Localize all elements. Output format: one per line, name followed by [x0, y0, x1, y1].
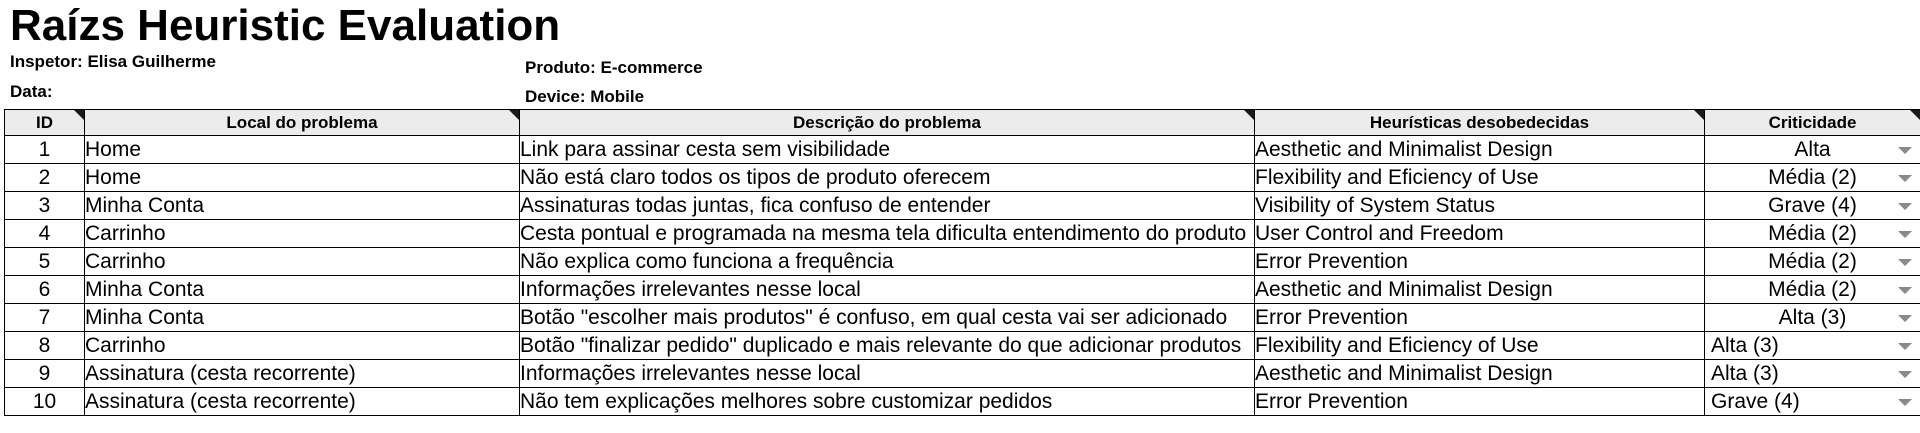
- dropdown-arrow-icon[interactable]: [1898, 203, 1912, 210]
- id-cell[interactable]: 10: [5, 388, 85, 416]
- inspector-cell[interactable]: Inspetor: Elisa Guilherme: [10, 52, 216, 71]
- dropdown-arrow-icon[interactable]: [1898, 343, 1912, 350]
- header-id-label: ID: [36, 112, 53, 132]
- table-row: [5, 388, 1920, 416]
- crit-value: Alta (3): [1778, 306, 1847, 329]
- table-row: [5, 276, 1920, 304]
- heur-cell[interactable]: Aesthetic and Minimalist Design: [1255, 136, 1705, 164]
- crit-dropdown[interactable]: [1705, 332, 1920, 360]
- crit-dropdown[interactable]: [1705, 304, 1920, 332]
- header-local[interactable]: [85, 110, 520, 136]
- filter-corner-icon[interactable]: [1244, 110, 1254, 120]
- crit-dropdown[interactable]: [1705, 248, 1920, 276]
- crit-value: Média (2): [1768, 250, 1857, 273]
- header-desc-label: Descrição do problema: [792, 112, 981, 132]
- header-row: [5, 110, 1920, 136]
- local-cell[interactable]: Carrinho: [85, 220, 520, 248]
- id-cell[interactable]: 9: [5, 360, 85, 388]
- crit-dropdown[interactable]: [1705, 276, 1920, 304]
- desc-cell[interactable]: Botão "escolher mais produtos" é confuso, em qual cesta vai ser adicionado: [520, 304, 1255, 332]
- header-heur[interactable]: [1255, 110, 1705, 136]
- heur-cell[interactable]: Aesthetic and Minimalist Design: [1255, 276, 1705, 304]
- desc-cell[interactable]: Informações irrelevantes nesse local: [520, 276, 1255, 304]
- local-cell[interactable]: Minha Conta: [85, 276, 520, 304]
- header-crit-label: Criticidade: [1768, 112, 1857, 132]
- crit-value: Média (2): [1768, 278, 1857, 301]
- local-cell[interactable]: Carrinho: [85, 332, 520, 360]
- evaluation-table: [4, 109, 1920, 416]
- header-crit[interactable]: [1705, 110, 1920, 136]
- device-cell[interactable]: Device: Mobile: [525, 87, 645, 106]
- id-cell[interactable]: 3: [5, 192, 85, 220]
- crit-value: Alta (3): [1711, 362, 1779, 385]
- crit-value: Alta: [1794, 138, 1831, 161]
- local-cell[interactable]: Minha Conta: [85, 304, 520, 332]
- header-id[interactable]: [5, 110, 85, 136]
- desc-cell[interactable]: Botão "finalizar pedido" duplicado e mais relevante do que adicionar produtos: [520, 332, 1255, 360]
- crit-dropdown[interactable]: [1705, 192, 1920, 220]
- id-cell[interactable]: 1: [5, 136, 85, 164]
- sheet-title[interactable]: Raízs Heuristic Evaluation: [10, 1, 561, 50]
- desc-cell[interactable]: Assinaturas todas juntas, fica confuso de entender: [520, 192, 1255, 220]
- local-cell[interactable]: Assinatura (cesta recorrente): [85, 388, 520, 416]
- dropdown-arrow-icon[interactable]: [1898, 315, 1912, 322]
- heur-cell[interactable]: Visibility of System Status: [1255, 192, 1705, 220]
- product-cell[interactable]: Produto: E-commerce: [525, 58, 703, 77]
- heur-cell[interactable]: Flexibility and Eficiency of Use: [1255, 164, 1705, 192]
- desc-cell[interactable]: Link para assinar cesta sem visibilidade: [520, 136, 1255, 164]
- dropdown-arrow-icon[interactable]: [1898, 287, 1912, 294]
- id-cell[interactable]: 4: [5, 220, 85, 248]
- crit-dropdown[interactable]: [1705, 220, 1920, 248]
- table-row: [5, 220, 1920, 248]
- filter-corner-icon[interactable]: [1910, 110, 1920, 120]
- header-desc[interactable]: [520, 110, 1255, 136]
- desc-cell[interactable]: Não está claro todos os tipos de produto oferecem: [520, 164, 1255, 192]
- desc-cell[interactable]: Não tem explicações melhores sobre customizar pedidos: [520, 388, 1255, 416]
- dropdown-arrow-icon[interactable]: [1898, 399, 1912, 406]
- table-row: [5, 136, 1920, 164]
- local-cell[interactable]: Home: [85, 136, 520, 164]
- id-cell[interactable]: 8: [5, 332, 85, 360]
- crit-dropdown[interactable]: [1705, 164, 1920, 192]
- table-row: [5, 164, 1920, 192]
- desc-cell[interactable]: Não explica como funciona a frequência: [520, 248, 1255, 276]
- crit-value: Grave (4): [1711, 390, 1800, 413]
- heur-cell[interactable]: Error Prevention: [1255, 248, 1705, 276]
- dropdown-arrow-icon[interactable]: [1898, 259, 1912, 266]
- id-cell[interactable]: 6: [5, 276, 85, 304]
- header-local-label: Local do problema: [226, 112, 378, 132]
- id-cell[interactable]: 5: [5, 248, 85, 276]
- table-row: [5, 248, 1920, 276]
- local-cell[interactable]: Minha Conta: [85, 192, 520, 220]
- local-cell[interactable]: Carrinho: [85, 248, 520, 276]
- filter-corner-icon[interactable]: [509, 110, 519, 120]
- heur-cell[interactable]: Error Prevention: [1255, 304, 1705, 332]
- desc-cell[interactable]: Informações irrelevantes nesse local: [520, 360, 1255, 388]
- table-row: [5, 360, 1920, 388]
- heur-cell[interactable]: Aesthetic and Minimalist Design: [1255, 360, 1705, 388]
- table-row: [5, 332, 1920, 360]
- date-cell[interactable]: Data:: [10, 82, 53, 101]
- crit-value: Grave (4): [1768, 194, 1857, 217]
- crit-value: Média (2): [1768, 222, 1857, 245]
- local-cell[interactable]: Assinatura (cesta recorrente): [85, 360, 520, 388]
- id-cell[interactable]: 2: [5, 164, 85, 192]
- dropdown-arrow-icon[interactable]: [1898, 231, 1912, 238]
- heur-cell[interactable]: Flexibility and Eficiency of Use: [1255, 332, 1705, 360]
- local-cell[interactable]: Home: [85, 164, 520, 192]
- desc-cell[interactable]: Cesta pontual e programada na mesma tela dificulta entendimento do produto: [520, 220, 1255, 248]
- dropdown-arrow-icon[interactable]: [1898, 147, 1912, 154]
- table-row: [5, 192, 1920, 220]
- crit-dropdown[interactable]: [1705, 360, 1920, 388]
- heur-cell[interactable]: User Control and Freedom: [1255, 220, 1705, 248]
- filter-corner-icon[interactable]: [74, 110, 84, 120]
- header-heur-label: Heurísticas desobedecidas: [1369, 112, 1590, 132]
- id-cell[interactable]: 7: [5, 304, 85, 332]
- crit-value: Média (2): [1768, 166, 1857, 189]
- dropdown-arrow-icon[interactable]: [1898, 371, 1912, 378]
- crit-dropdown[interactable]: [1705, 136, 1920, 164]
- dropdown-arrow-icon[interactable]: [1898, 175, 1912, 182]
- table-row: [5, 304, 1920, 332]
- crit-value: Alta (3): [1711, 334, 1779, 357]
- filter-corner-icon[interactable]: [1694, 110, 1704, 120]
- heur-cell[interactable]: Error Prevention: [1255, 388, 1705, 416]
- crit-dropdown[interactable]: [1705, 388, 1920, 416]
